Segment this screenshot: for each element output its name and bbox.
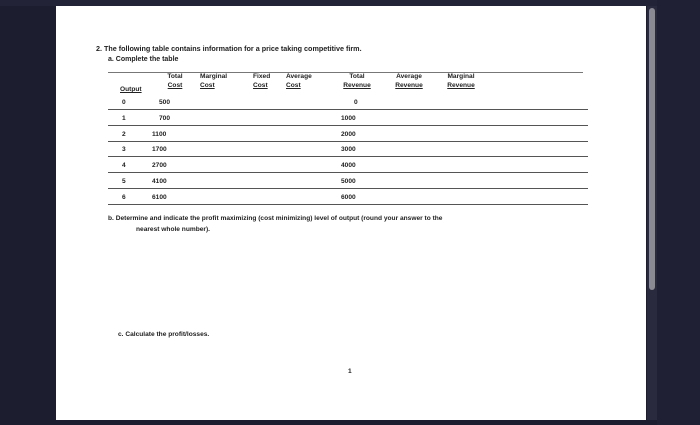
- screen-bezel-right: [657, 0, 700, 425]
- table-row-rule: [108, 109, 588, 110]
- header-total-cost: Total Cost: [167, 73, 183, 89]
- table-cell-total-cost: 4100: [152, 178, 167, 185]
- table-cell-total-cost: 500: [159, 99, 171, 106]
- table-cell-total-revenue: 5000: [341, 178, 356, 185]
- table-row-rule: [108, 172, 588, 173]
- table-cell-total-revenue: 1000: [341, 115, 356, 122]
- table-cell-total-cost: 700: [159, 115, 171, 122]
- question-title: 2. The following table contains information for a price taking competitive firm.: [96, 44, 362, 53]
- table-cell-output: 2: [122, 131, 126, 138]
- header-output: Output: [120, 86, 142, 93]
- table-row-rule: [108, 125, 588, 126]
- table-cell-total-cost: 1700: [152, 146, 167, 153]
- page-number: 1: [348, 368, 352, 375]
- header-total-revenue: Total Revenue: [343, 73, 371, 89]
- table-cell-total-revenue: 0: [354, 99, 358, 106]
- part-c-prompt: c. Calculate the profit/losses.: [118, 331, 210, 338]
- table-row-rule: [108, 141, 588, 142]
- table-cell-total-revenue: 2000: [341, 131, 356, 138]
- document-page: [56, 6, 646, 420]
- table-row-rule: [108, 204, 588, 205]
- table-cell-output: 3: [122, 146, 126, 153]
- table-cell-output: 1: [122, 115, 126, 122]
- header-fixed-cost: Fixed Cost: [253, 73, 271, 89]
- table-cell-output: 4: [122, 162, 126, 169]
- table-row-rule: [108, 188, 588, 189]
- header-marginal-cost: Marginal Cost: [200, 73, 228, 89]
- table-cell-output: 0: [122, 99, 126, 106]
- table-cell-total-revenue: 3000: [341, 146, 356, 153]
- part-a-label: a. Complete the table: [108, 56, 179, 63]
- part-b-line-1: b. Determine and indicate the profit maximizing (cost minimizing) level of output (round your answer to the: [108, 215, 443, 222]
- header-average-cost: Average Cost: [286, 73, 312, 89]
- scrollbar-thumb[interactable]: [649, 8, 655, 290]
- table-cell-total-cost: 1100: [152, 131, 167, 138]
- header-average-revenue: Average Revenue: [395, 73, 423, 89]
- table-cell-total-cost: 2700: [152, 162, 167, 169]
- part-b-line-2: nearest whole number).: [136, 226, 211, 233]
- table-cell-total-revenue: 6000: [341, 194, 356, 201]
- header-marginal-revenue: Marginal Revenue: [447, 73, 475, 89]
- table-cell-output: 5: [122, 178, 126, 185]
- table-cell-total-revenue: 4000: [341, 162, 356, 169]
- table-cell-output: 6: [122, 194, 126, 201]
- table-row-rule: [108, 156, 588, 157]
- table-cell-total-cost: 6100: [152, 194, 167, 201]
- part-b-prompt: [108, 213, 608, 235]
